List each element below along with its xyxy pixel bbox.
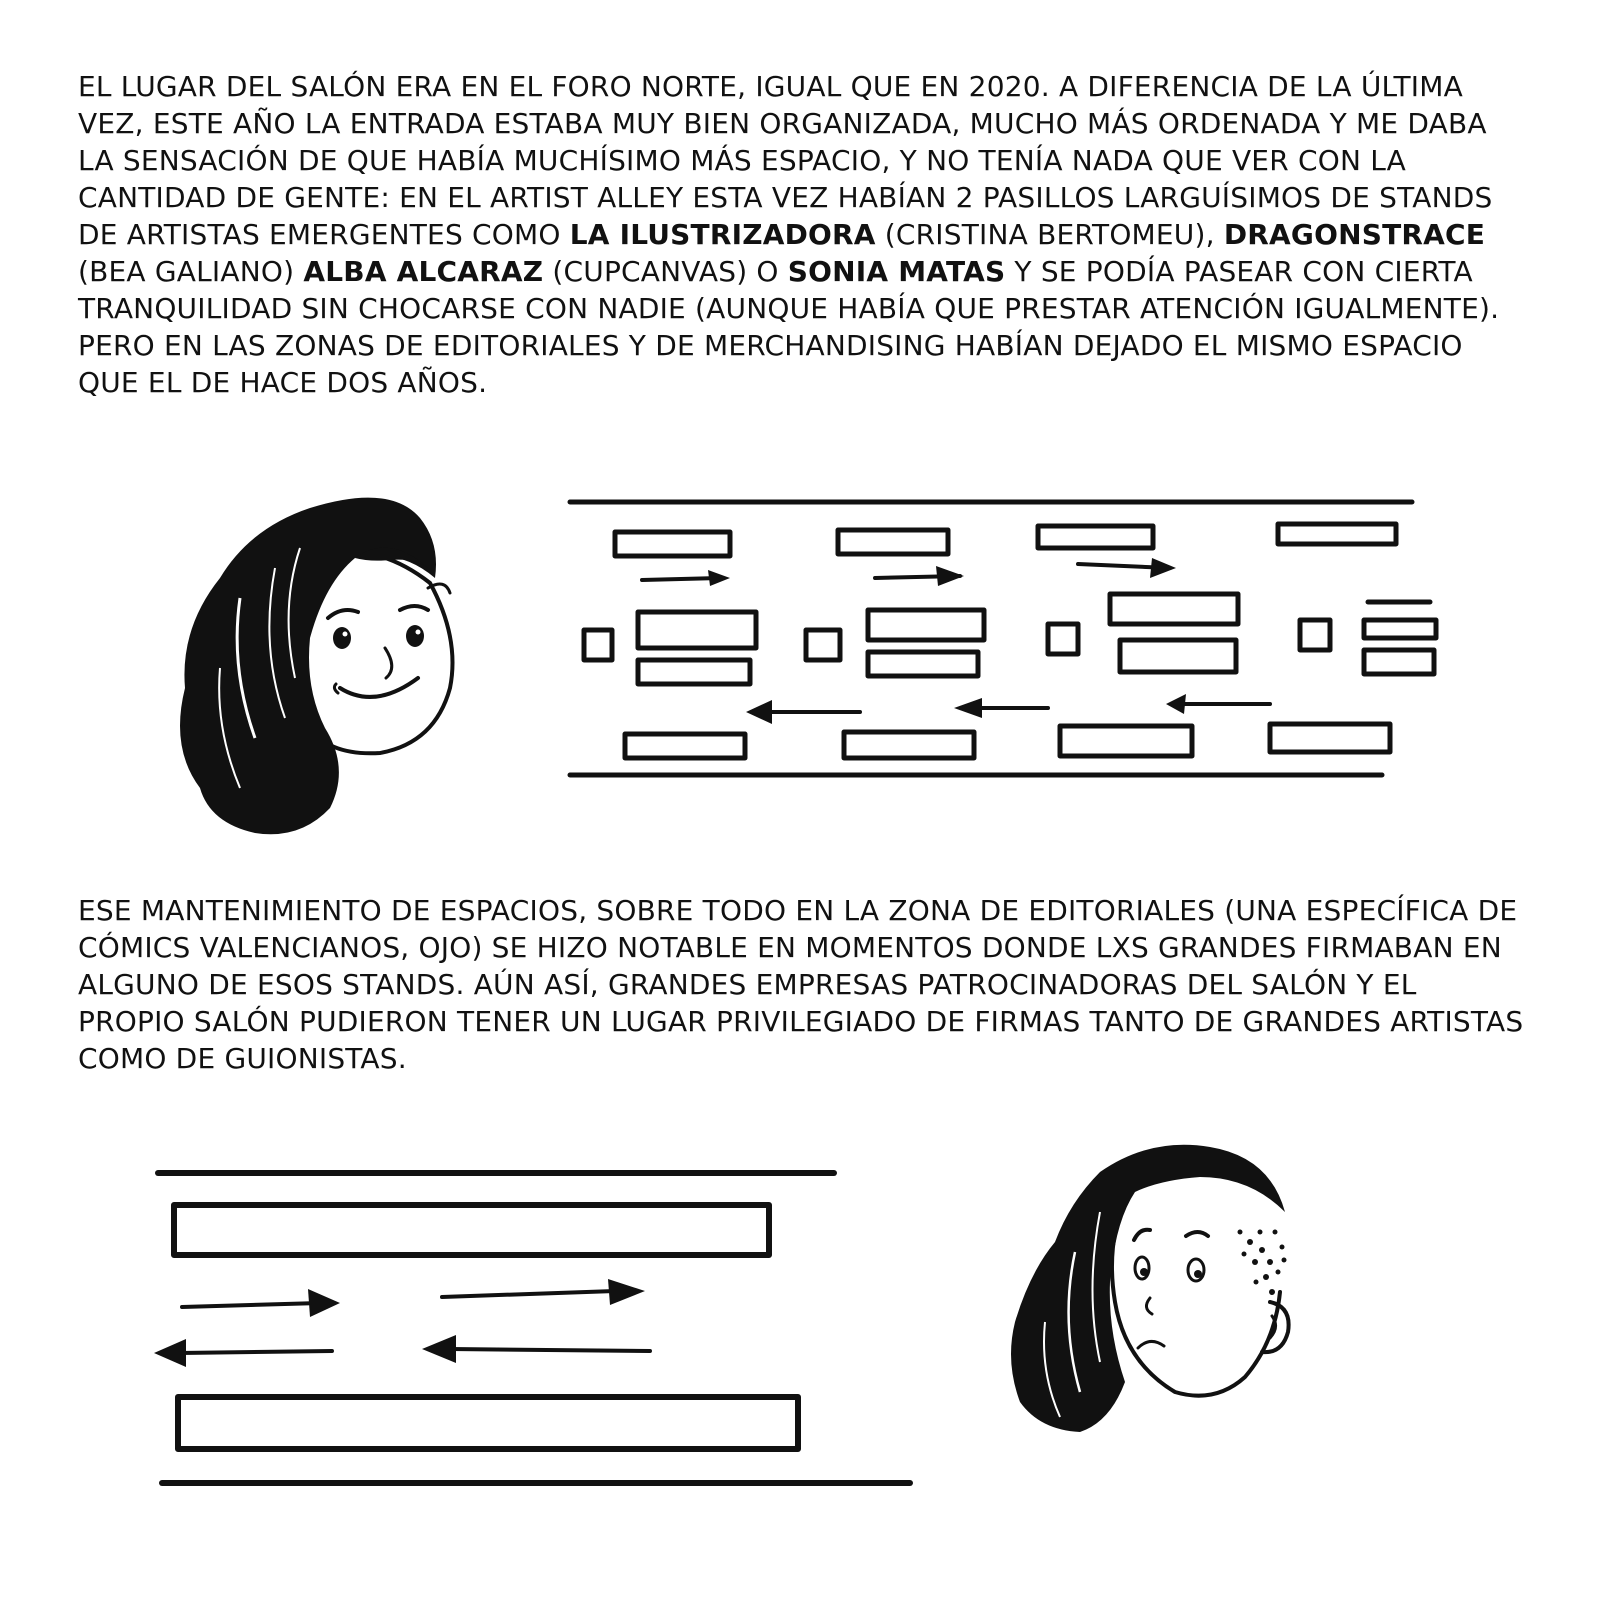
text-segment: EL LUGAR DEL SALÓN ERA EN EL FORO NORTE, IGUAL QUE EN 2020. A DIFERENCIA DE LA ÚLTIMA VEZ, ESTE AÑO LA ENTRADA ESTABA MUY BIEN ORGANIZADA, MUCHO MÁS ORDENADA Y ME DABA LA SENSACIÓN DE QUE HABÍA MUCHÍSIMO MÁS ESPACIO, Y NO TENÍA NADA QUE VER CON LA CANTIDAD DE GENTE: EN EL ARTIST ALLEY ESTA VEZ HABÍAN 2 PASILLOS LARGUÍSIMOS DE STANDS DE ARTISTAS EMERGENTES COMO [78, 70, 1493, 251]
text-segment: (BEA GALIANO) [78, 255, 304, 288]
text-segment: (CRISTINA BERTOMEU), [875, 218, 1224, 251]
text-segment: (CUPCANVAS) O [543, 255, 788, 288]
artist-alley-floorplan-diagram [570, 490, 1450, 790]
text-segment: Y SE PODÍA PASEAR CON CIERTA TRANQUILIDAD SIN CHOCARSE CON NADIE (AUNQUE HABÍA QUE PRESTAR ATENCIÓN IGUALMENTE). PERO EN LAS ZONAS DE EDITORIALES Y DE MERCHANDISING HABÍAN DEJADO EL MISMO ESPACIO QUE EL DE HACE DOS AÑOS. [78, 255, 1500, 399]
paragraph-artist-alley [78, 68, 1528, 401]
artist-name-sonia-matas: SONIA MATAS [787, 255, 1006, 288]
girl-portrait-illustration [160, 488, 470, 848]
paragraph-editorial-zone: ESE MANTENIMIENTO DE ESPACIOS, SOBRE TODO EN LA ZONA DE EDITORIALES (UNA ESPECÍFICA DE CÓMICS VALENCIANOS, OJO) SE HIZO NOTABLE EN MOMENTOS DONDE LXS GRANDES FIRMABAN EN ALGUNO DE ESOS STANDS. AÚN ASÍ, GRANDES EMPRESAS PATROCINADORAS DEL SALÓN Y EL PROPIO SALÓN PUDIERON TENER UN LUGAR PRIVILEGIADO DE FIRMAS TANTO DE GRANDES ARTISTAS COMO DE GUIONISTAS. [78, 894, 1524, 1075]
editorial-zone-corridor-diagram [150, 1165, 930, 1505]
artist-name-ilustrizadora: LA ILUSTRIZADORA [569, 218, 876, 251]
side-shave-portrait-illustration [1000, 1132, 1300, 1452]
artist-name-dragonstrace: DRAGONSTRACE [1223, 218, 1486, 251]
artist-name-alba-alcaraz: ALBA ALCARAZ [303, 255, 544, 288]
